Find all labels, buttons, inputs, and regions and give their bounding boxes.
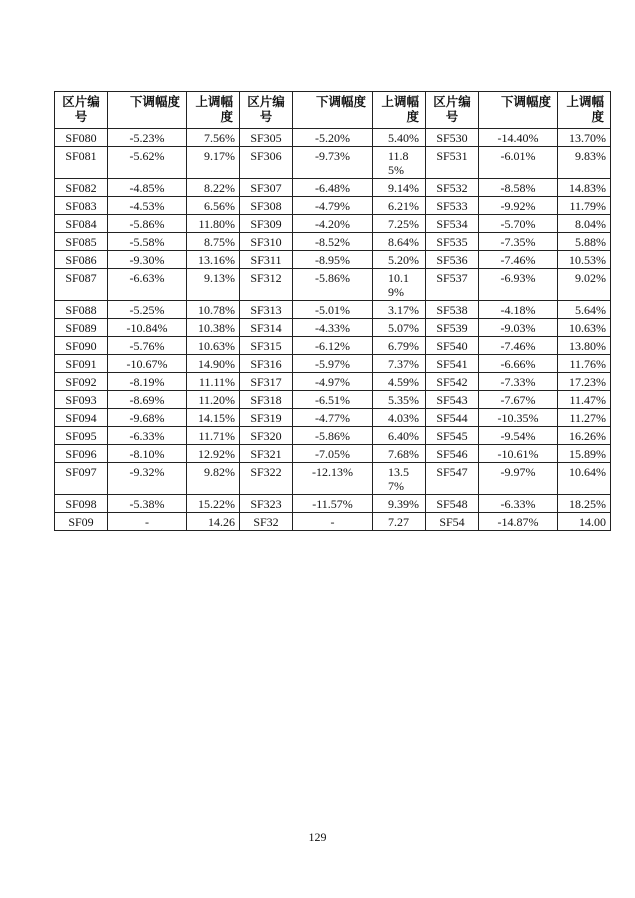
- up-adjust-cell: 9.02%: [558, 269, 611, 301]
- up-adjust-cell: 5.35%: [373, 391, 426, 409]
- down-adjust-cell: -9.54%: [479, 427, 558, 445]
- block-id-cell: SF098: [55, 495, 108, 513]
- down-adjust-cell: -4.53%: [108, 197, 187, 215]
- block-id-cell: SF096: [55, 445, 108, 463]
- down-adjust-cell: -5.01%: [293, 301, 373, 319]
- down-adjust-cell: -14.40%: [479, 129, 558, 147]
- block-id-cell: SF09: [55, 513, 108, 531]
- down-adjust-cell: -5.20%: [293, 129, 373, 147]
- down-adjust-cell: -7.46%: [479, 337, 558, 355]
- down-adjust-cell: -6.33%: [108, 427, 187, 445]
- up-adjust-cell: 9.83%: [558, 147, 611, 179]
- up-adjust-cell: 9.39%: [373, 495, 426, 513]
- down-adjust-cell: -6.63%: [108, 269, 187, 301]
- header-up-adjust: 上调幅度: [558, 92, 611, 129]
- up-adjust-cell: 5.07%: [373, 319, 426, 337]
- down-adjust-cell: -5.97%: [293, 355, 373, 373]
- block-id-cell: SF306: [240, 147, 293, 179]
- table-row: [55, 147, 611, 179]
- down-adjust-cell: -6.51%: [293, 391, 373, 409]
- block-id-cell: SF089: [55, 319, 108, 337]
- up-adjust-cell: 11.71%: [187, 427, 240, 445]
- block-id-cell: SF541: [426, 355, 479, 373]
- down-adjust-cell: -8.19%: [108, 373, 187, 391]
- block-id-cell: SF081: [55, 147, 108, 179]
- up-adjust-cell: 14.15%: [187, 409, 240, 427]
- up-adjust-cell: 5.20%: [373, 251, 426, 269]
- block-id-cell: SF546: [426, 445, 479, 463]
- table-header-row: [55, 92, 611, 129]
- block-id-cell: SF318: [240, 391, 293, 409]
- down-adjust-cell: -7.05%: [293, 445, 373, 463]
- up-adjust-cell: 10.63%: [558, 319, 611, 337]
- down-adjust-cell: -5.62%: [108, 147, 187, 179]
- block-id-cell: SF308: [240, 197, 293, 215]
- up-adjust-cell: 15.22%: [187, 495, 240, 513]
- block-id-cell: SF097: [55, 463, 108, 495]
- block-id-cell: SF088: [55, 301, 108, 319]
- down-adjust-cell: -6.93%: [479, 269, 558, 301]
- block-id-cell: SF309: [240, 215, 293, 233]
- block-id-cell: SF080: [55, 129, 108, 147]
- down-adjust-cell: -: [108, 513, 187, 531]
- down-adjust-cell: -9.73%: [293, 147, 373, 179]
- block-id-cell: SF548: [426, 495, 479, 513]
- block-id-cell: SF533: [426, 197, 479, 215]
- down-adjust-cell: -6.12%: [293, 337, 373, 355]
- up-adjust-cell: 13.70%: [558, 129, 611, 147]
- down-adjust-cell: -5.58%: [108, 233, 187, 251]
- up-adjust-cell: 10.64%: [558, 463, 611, 495]
- block-id-cell: SF094: [55, 409, 108, 427]
- up-adjust-cell: 9.82%: [187, 463, 240, 495]
- table-row: [55, 251, 611, 269]
- up-adjust-cell: 7.56%: [187, 129, 240, 147]
- block-id-cell: SF539: [426, 319, 479, 337]
- table-row: [55, 319, 611, 337]
- up-adjust-cell: 11.47%: [558, 391, 611, 409]
- down-adjust-cell: -8.10%: [108, 445, 187, 463]
- table-row: [55, 179, 611, 197]
- up-adjust-cell: 11.27%: [558, 409, 611, 427]
- down-adjust-cell: -6.01%: [479, 147, 558, 179]
- up-adjust-cell: 5.40%: [373, 129, 426, 147]
- down-adjust-cell: -7.35%: [479, 233, 558, 251]
- down-adjust-cell: -14.87%: [479, 513, 558, 531]
- block-id-cell: SF090: [55, 337, 108, 355]
- up-adjust-cell: 8.04%: [558, 215, 611, 233]
- block-id-cell: SF314: [240, 319, 293, 337]
- block-id-cell: SF086: [55, 251, 108, 269]
- table-row: [55, 463, 611, 495]
- block-id-cell: SF532: [426, 179, 479, 197]
- up-adjust-cell: 13.16%: [187, 251, 240, 269]
- block-id-cell: SF547: [426, 463, 479, 495]
- up-adjust-cell: 5.64%: [558, 301, 611, 319]
- down-adjust-cell: -6.66%: [479, 355, 558, 373]
- up-adjust-cell: 10.19%: [373, 269, 426, 301]
- block-id-cell: SF542: [426, 373, 479, 391]
- up-adjust-cell: 11.11%: [187, 373, 240, 391]
- page-number: 129: [308, 830, 327, 844]
- up-adjust-cell: 14.83%: [558, 179, 611, 197]
- up-adjust-cell: 11.76%: [558, 355, 611, 373]
- down-adjust-cell: -5.76%: [108, 337, 187, 355]
- block-id-cell: SF311: [240, 251, 293, 269]
- block-id-cell: SF538: [426, 301, 479, 319]
- up-adjust-cell: 15.89%: [558, 445, 611, 463]
- down-adjust-cell: -4.20%: [293, 215, 373, 233]
- table-row: [55, 495, 611, 513]
- table-row: [55, 269, 611, 301]
- block-id-cell: SF32: [240, 513, 293, 531]
- block-id-cell: SF084: [55, 215, 108, 233]
- down-adjust-cell: -9.68%: [108, 409, 187, 427]
- block-id-cell: SF545: [426, 427, 479, 445]
- up-adjust-cell: 13.57%: [373, 463, 426, 495]
- up-adjust-cell: 7.68%: [373, 445, 426, 463]
- down-adjust-cell: -6.48%: [293, 179, 373, 197]
- table-row: [55, 337, 611, 355]
- down-adjust-cell: -6.33%: [479, 495, 558, 513]
- table-row: [55, 215, 611, 233]
- down-adjust-cell: -5.70%: [479, 215, 558, 233]
- down-adjust-cell: -8.95%: [293, 251, 373, 269]
- block-id-cell: SF540: [426, 337, 479, 355]
- up-adjust-cell: 3.17%: [373, 301, 426, 319]
- up-adjust-cell: 11.85%: [373, 147, 426, 179]
- up-adjust-cell: 7.27: [373, 513, 426, 531]
- up-adjust-cell: 4.59%: [373, 373, 426, 391]
- header-up-adjust: 上调幅度: [373, 92, 426, 129]
- up-adjust-cell: 11.20%: [187, 391, 240, 409]
- table-body: [55, 129, 611, 531]
- up-adjust-cell: 12.92%: [187, 445, 240, 463]
- down-adjust-cell: -10.61%: [479, 445, 558, 463]
- down-adjust-cell: -12.13%: [293, 463, 373, 495]
- down-adjust-cell: -4.97%: [293, 373, 373, 391]
- block-id-cell: SF312: [240, 269, 293, 301]
- up-adjust-cell: 8.75%: [187, 233, 240, 251]
- up-adjust-cell: 10.38%: [187, 319, 240, 337]
- table-row: [55, 409, 611, 427]
- down-adjust-cell: -: [293, 513, 373, 531]
- down-adjust-cell: -7.46%: [479, 251, 558, 269]
- up-adjust-cell: 10.53%: [558, 251, 611, 269]
- up-adjust-cell: 9.13%: [187, 269, 240, 301]
- down-adjust-cell: -8.52%: [293, 233, 373, 251]
- table-row: [55, 355, 611, 373]
- up-adjust-cell: 9.14%: [373, 179, 426, 197]
- table-row: [55, 391, 611, 409]
- block-id-cell: SF320: [240, 427, 293, 445]
- table-row: [55, 301, 611, 319]
- up-adjust-cell: 8.22%: [187, 179, 240, 197]
- block-id-cell: SF307: [240, 179, 293, 197]
- down-adjust-cell: -5.86%: [293, 269, 373, 301]
- block-id-cell: SF323: [240, 495, 293, 513]
- table-row: [55, 233, 611, 251]
- header-block-id: 区片编号: [55, 92, 108, 129]
- table-row: [55, 197, 611, 215]
- up-adjust-cell: 11.80%: [187, 215, 240, 233]
- block-id-cell: SF536: [426, 251, 479, 269]
- down-adjust-cell: -4.85%: [108, 179, 187, 197]
- block-id-cell: SF093: [55, 391, 108, 409]
- block-id-cell: SF544: [426, 409, 479, 427]
- up-adjust-cell: 11.79%: [558, 197, 611, 215]
- up-adjust-cell: 6.40%: [373, 427, 426, 445]
- up-adjust-cell: 7.25%: [373, 215, 426, 233]
- down-adjust-cell: -4.33%: [293, 319, 373, 337]
- down-adjust-cell: -10.84%: [108, 319, 187, 337]
- table-row: [55, 427, 611, 445]
- block-id-cell: SF537: [426, 269, 479, 301]
- block-id-cell: SF317: [240, 373, 293, 391]
- down-adjust-cell: -5.86%: [108, 215, 187, 233]
- down-adjust-cell: -11.57%: [293, 495, 373, 513]
- up-adjust-cell: 9.17%: [187, 147, 240, 179]
- block-id-cell: SF095: [55, 427, 108, 445]
- block-id-cell: SF321: [240, 445, 293, 463]
- down-adjust-cell: -7.67%: [479, 391, 558, 409]
- up-adjust-cell: 13.80%: [558, 337, 611, 355]
- up-adjust-cell: 14.26: [187, 513, 240, 531]
- block-id-cell: SF54: [426, 513, 479, 531]
- up-adjust-cell: 6.56%: [187, 197, 240, 215]
- down-adjust-cell: -9.92%: [479, 197, 558, 215]
- block-id-cell: SF092: [55, 373, 108, 391]
- header-block-id: 区片编号: [240, 92, 293, 129]
- up-adjust-cell: 7.37%: [373, 355, 426, 373]
- block-id-cell: SF315: [240, 337, 293, 355]
- down-adjust-cell: -5.38%: [108, 495, 187, 513]
- down-adjust-cell: -4.79%: [293, 197, 373, 215]
- down-adjust-cell: -7.33%: [479, 373, 558, 391]
- up-adjust-cell: 18.25%: [558, 495, 611, 513]
- down-adjust-cell: -10.35%: [479, 409, 558, 427]
- table-row: [55, 129, 611, 147]
- header-up-adjust: 上调幅度: [187, 92, 240, 129]
- down-adjust-cell: -8.58%: [479, 179, 558, 197]
- up-adjust-cell: 16.26%: [558, 427, 611, 445]
- block-id-cell: SF313: [240, 301, 293, 319]
- block-id-cell: SF322: [240, 463, 293, 495]
- down-adjust-cell: -9.32%: [108, 463, 187, 495]
- up-adjust-cell: 10.63%: [187, 337, 240, 355]
- header-down-adjust: 下调幅度: [108, 92, 187, 129]
- down-adjust-cell: -5.25%: [108, 301, 187, 319]
- down-adjust-cell: -5.23%: [108, 129, 187, 147]
- block-id-cell: SF319: [240, 409, 293, 427]
- up-adjust-cell: 6.21%: [373, 197, 426, 215]
- down-adjust-cell: -4.77%: [293, 409, 373, 427]
- adjustment-table: [54, 91, 611, 531]
- up-adjust-cell: 10.78%: [187, 301, 240, 319]
- block-id-cell: SF082: [55, 179, 108, 197]
- up-adjust-cell: 8.64%: [373, 233, 426, 251]
- up-adjust-cell: 14.00: [558, 513, 611, 531]
- block-id-cell: SF534: [426, 215, 479, 233]
- up-adjust-cell: 17.23%: [558, 373, 611, 391]
- header-block-id: 区片编号: [426, 92, 479, 129]
- down-adjust-cell: -4.18%: [479, 301, 558, 319]
- block-id-cell: SF085: [55, 233, 108, 251]
- block-id-cell: SF543: [426, 391, 479, 409]
- block-id-cell: SF535: [426, 233, 479, 251]
- block-id-cell: SF087: [55, 269, 108, 301]
- up-adjust-cell: 14.90%: [187, 355, 240, 373]
- block-id-cell: SF310: [240, 233, 293, 251]
- block-id-cell: SF083: [55, 197, 108, 215]
- up-adjust-cell: 6.79%: [373, 337, 426, 355]
- block-id-cell: SF316: [240, 355, 293, 373]
- block-id-cell: SF091: [55, 355, 108, 373]
- down-adjust-cell: -9.97%: [479, 463, 558, 495]
- block-id-cell: SF531: [426, 147, 479, 179]
- table-row: [55, 445, 611, 463]
- down-adjust-cell: -9.03%: [479, 319, 558, 337]
- down-adjust-cell: -8.69%: [108, 391, 187, 409]
- up-adjust-cell: 5.88%: [558, 233, 611, 251]
- up-adjust-cell: 4.03%: [373, 409, 426, 427]
- table-row: [55, 513, 611, 531]
- down-adjust-cell: -10.67%: [108, 355, 187, 373]
- header-down-adjust: 下调幅度: [293, 92, 373, 129]
- down-adjust-cell: -9.30%: [108, 251, 187, 269]
- block-id-cell: SF530: [426, 129, 479, 147]
- down-adjust-cell: -5.86%: [293, 427, 373, 445]
- block-id-cell: SF305: [240, 129, 293, 147]
- table-row: [55, 373, 611, 391]
- header-down-adjust: 下调幅度: [479, 92, 558, 129]
